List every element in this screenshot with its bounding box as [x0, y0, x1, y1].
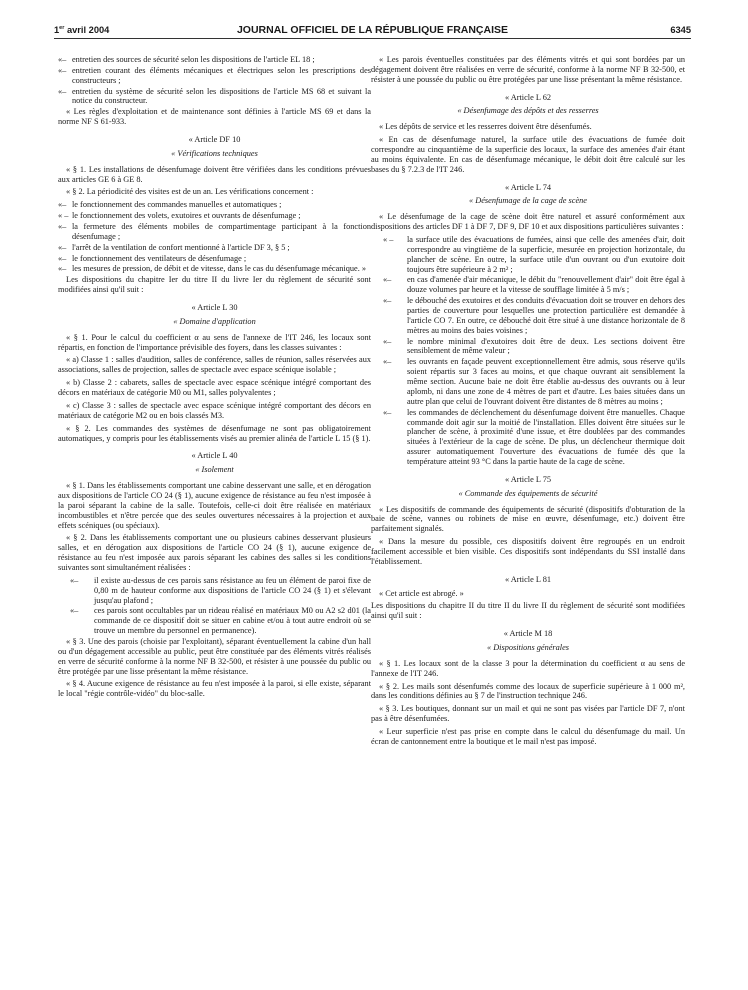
article-heading: « Article DF 10	[188, 135, 241, 145]
article-heading: « Article L 30	[191, 303, 238, 313]
paragraph: « En cas de désenfumage naturel, la surface utile des évacuations de fumée doit correspondre au cinquantième de la superficie des locaux, la surface des amenées d'air étant au moins équivalente. En cas de désenfumage mécanique, le débit doit être calculé sur les bases du § 7.2.3 de l'IT 246.	[371, 135, 685, 174]
section-heading: « Domaine d'application	[173, 316, 256, 326]
list-item: «– entretien des sources de sécurité selon les dispositions de l'article EL 18 ;	[58, 55, 315, 64]
article-heading: « Article L 75	[504, 474, 551, 484]
list-item: «– le fonctionnement des commandes manuelles et automatiques ;	[58, 200, 282, 210]
paragraph: « Les dépôts de service et les resserres doivent être désenfumés.	[379, 122, 592, 132]
section-heading: « Commande des équipements de sécurité	[458, 488, 598, 498]
paragraph: « Les règles d'exploitation et de maintenance sont définies à l'article MS 69 et dans la norme NF S 61-933.	[58, 107, 371, 127]
paragraph: « § 1. Les installations de désenfumage doivent être vérifiées dans les conditions prévues aux articles GE 6 à GE 8.	[58, 164, 371, 184]
paragraph: « Dans la mesure du possible, ces dispositifs doivent être regroupés en un endroit facilement accessible et bien visible. Ces dispositifs sont indépendants du SSI installé dans l'établissement.	[371, 537, 685, 566]
list-item: «– ces parois sont occultables par un rideau réalisé en matériaux M0 ou A2 s2 d01 (la commande de ce dispositif doit se situer en cabine et/ou à tout autre endroit où se trouve un membre du personnel en permanence).	[70, 606, 371, 636]
paragraph: « Cet article est abrogé. »	[379, 588, 464, 598]
article-heading: « Article L 81	[504, 574, 551, 584]
paragraph: Les dispositions du chapitre Ier du titre II du livre Ier du règlement de sécurité sont modifiées ainsi qu'il suit :	[58, 275, 371, 295]
paragraph: « § 3. Une des parois (choisie par l'exploitant), séparant éventuellement la cabine d'un hall ou d'un dégagement accessible au public, peut être constituée par des éléments vitrés réalisés en verre de sécurité conforme à la norme NF B 32-500, et résister à une poussée du public ou être protégée par une lisse présentant la même résistance.	[58, 636, 371, 676]
article-heading: « Article L 40	[191, 451, 238, 461]
header-date: 1er avril 2004	[54, 25, 110, 36]
section-heading: « Désenfumage des dépôts et des resserres	[457, 106, 599, 116]
right-column	[371, 55, 685, 750]
paragraph: « § 2. Les mails sont désenfumés comme des locaux de superficie supérieure à 1 000 m², dans les conditions définies au § 7 de l'instruction technique 246.	[371, 681, 685, 701]
paragraph: « Le désenfumage de la cage de scène doit être naturel et assuré conformément aux dispositions des articles DF 1 à DF 7, DF 9, DF 10 et aux dispositions particulières suivantes :	[371, 212, 685, 232]
paragraph: « § 3. Les boutiques, donnant sur un mail et qui ne sont pas visées par l'article DF 7, n'ont pas à être désenfumées.	[371, 704, 685, 724]
list-item: «– les mesures de pression, de débit et de vitesse, dans le cas du désenfumage mécanique. »	[58, 264, 366, 274]
paragraph: « Les parois éventuelles constituées par des éléments vitrés et qui sont bordées par un dégagement doivent être réalisées en verre de sécurité, conforme à la norme NF B 32-500, et résister à une poussée du public ou être protégées par une lisse présentant la même résistance.	[371, 55, 685, 84]
article-heading: « Article L 74	[504, 182, 551, 192]
header-page-number: 6345	[670, 25, 691, 35]
list-item: « – la surface utile des évacuations de fumées, ainsi que celle des amenées d'air, doit correspondre au vingtième de la superficie, mesurée en projection horizontale, du plancher de scène. En outre, la surface utile d'un ouvrant ou d'un exutoire doit toujours être supérieure à 2 m² ;	[383, 235, 685, 274]
paragraph: « § 1. Pour le calcul du coefficient α au sens de l'annexe de l'IT 246, les locaux sont répartis, en fonction de l'importance prévisible des foyers, dans les classes suivantes :	[58, 332, 371, 352]
list-item: «– en cas d'amenée d'air mécanique, le débit du "renouvellement d'air" doit être égal à douze volumes par heure et la vitesse de soufflage limitée à 5 m/s ;	[383, 275, 685, 295]
left-column	[58, 55, 371, 702]
header-title: JOURNAL OFFICIEL DE LA RÉPUBLIQUE FRANÇAISE	[236, 24, 509, 36]
paragraph: « § 1. Les locaux sont de la classe 3 pour la détermination du coefficient α au sens de l'annexe de l'IT 246.	[371, 658, 685, 678]
page-header	[54, 24, 691, 39]
paragraph: « b) Classe 2 : cabarets, salles de spectacle avec espace scénique intégré comportant des décors en matériaux de catégorie M0 ou M1, salles polyvalentes ;	[58, 378, 371, 398]
list-item: «– il existe au-dessus de ces parois sans résistance au feu un élément de paroi fixe de 0,80 m de hauteur conforme aux dispositions de l'article CO 24 (§ 1) et s'élevant jusqu'au plafond ;	[70, 575, 371, 605]
paragraph: « § 4. Aucune exigence de résistance au feu n'est imposée à la paroi, si elle existe, séparant le local "régie contrôle-vidéo" du bloc-salle.	[58, 679, 371, 699]
list-item: «– les ouvrants en façade peuvent exceptionnellement être admis, sous réserve qu'ils soient répartis sur 3 faces au moins, et que chaque ouvrant ait sensiblement la même section. Aucune baie ne doit être établie au-dessus des ouvrants ou à leur aplomb, ni dans une zone de 4 mètres de part et d'autre. Les baies situées dans un autre plan que celui de l'ouvrant doivent être distantes de 8 mètres au moins ;	[383, 357, 685, 406]
list-item: «– les commandes de déclenchement du désenfumage doivent être manuelles. Chaque commande doit agir sur la moitié de l'installation. Elles doivent être situées sur le plancher de scène, à proximité d'une issue, et être doublées par des commandes situées à l'extérieur de la cage de scène. De plus, un déclencheur thermique doit assurer automatiquement l'ouverture des évacuations de fumée dès que la température atteint 93 °C dans la partie haute de la cage de scène.	[383, 407, 685, 466]
paragraph: « a) Classe 1 : salles d'audition, salles de conférence, salles de réunion, salles réservées aux associations, salles de projection, salles de spectacle avec espace scénique isolable ;	[58, 355, 371, 375]
article-heading: « Article L 62	[504, 92, 551, 102]
paragraph: Les dispositions du chapitre II du titre II du livre II du règlement de sécurité sont modifiées ainsi qu'il suit :	[371, 601, 685, 621]
list-item: «– le fonctionnement des ventilateurs de désenfumage ;	[58, 253, 247, 263]
list-item: «– le nombre minimal d'exutoires doit être de deux. Les sections doivent être sensiblement de même valeur ;	[383, 336, 685, 356]
paragraph: « Les dispositifs de commande des équipements de sécurité (dispositifs d'obturation de la baie de scène, vannes ou robinets de mise en œuvre, désenfumage, etc.) doivent être parfaitement signalés.	[371, 504, 685, 534]
list-item: «– entretien courant des éléments mécaniques et électriques selon les prescriptions des constructeurs ;	[58, 65, 371, 85]
section-heading: « Désenfumage de la cage de scène	[469, 196, 587, 206]
list-item: «– entretien du système de sécurité selon les dispositions de l'article MS 68 et suivant la notice du constructeur.	[58, 86, 371, 106]
paragraph: « § 1. Dans les établissements comportant une cabine desservant une salle, et en dérogation aux dispositions de l'article CO 24 (§ 1), aucune exigence de résistance au feu n'est imposée à la paroi séparant la cabine de la salle. Toutefois, celle-ci doit être réalisée en matériaux incombustibles et n'être percée que des seules ouvertures nécessaires à la projection et aux effets scéniques (ou spéciaux).	[58, 481, 371, 530]
paragraph: « c) Classe 3 : salles de spectacle avec espace scénique intégré comportant des décors en matériaux de catégorie M2 ou en bois classés M3.	[58, 400, 371, 420]
list-item: «– le débouché des exutoires et des conduits d'évacuation doit se trouver en dehors des parties de couverture pour lesquelles une protection particulière est demandée à l'article CO 7. En outre, ce débouché doit être situé à une distance horizontale de 8 mètres au moins des baies voisines ;	[383, 296, 685, 335]
paragraph: « § 2. Dans les établissements comportant une ou plusieurs cabines desservant plusieurs salles, et en dérogation aux dispositions de l'article CO 24 (§ 1), aucune exigence de résistance au feu n'est imposée aux parois séparant les cabines des salles si les conditions suivantes sont simultanément réalisées :	[58, 533, 371, 572]
article-heading: « Article M 18	[503, 629, 553, 639]
section-heading: « Isolement	[195, 465, 234, 475]
list-item: « – le fonctionnement des volets, exutoires et ouvrants de désenfumage ;	[58, 211, 301, 221]
section-heading: « Vérifications techniques	[171, 148, 258, 158]
section-heading: « Dispositions générales	[486, 642, 570, 652]
paragraph: « § 2. La périodicité des visites est de un an. Les vérifications concernent :	[66, 187, 314, 197]
paragraph: « § 2. Les commandes des systèmes de désenfumage ne sont pas obligatoirement automatiques, y compris pour les établissements visés au premier alinéa de l'article L 15 (§ 1).	[58, 423, 371, 443]
paragraph: « Leur superficie n'est pas prise en compte dans le calcul du désenfumage du mail. Un écran de cantonnement entre la boutique et le mail n'est pas imposé.	[371, 726, 685, 746]
list-item: «– la fermeture des éléments mobiles de compartimentage participant à la fonction désenfumage ;	[58, 222, 371, 241]
list-item: «– l'arrêt de la ventilation de confort mentionné à l'article DF 3, § 5 ;	[58, 242, 290, 252]
